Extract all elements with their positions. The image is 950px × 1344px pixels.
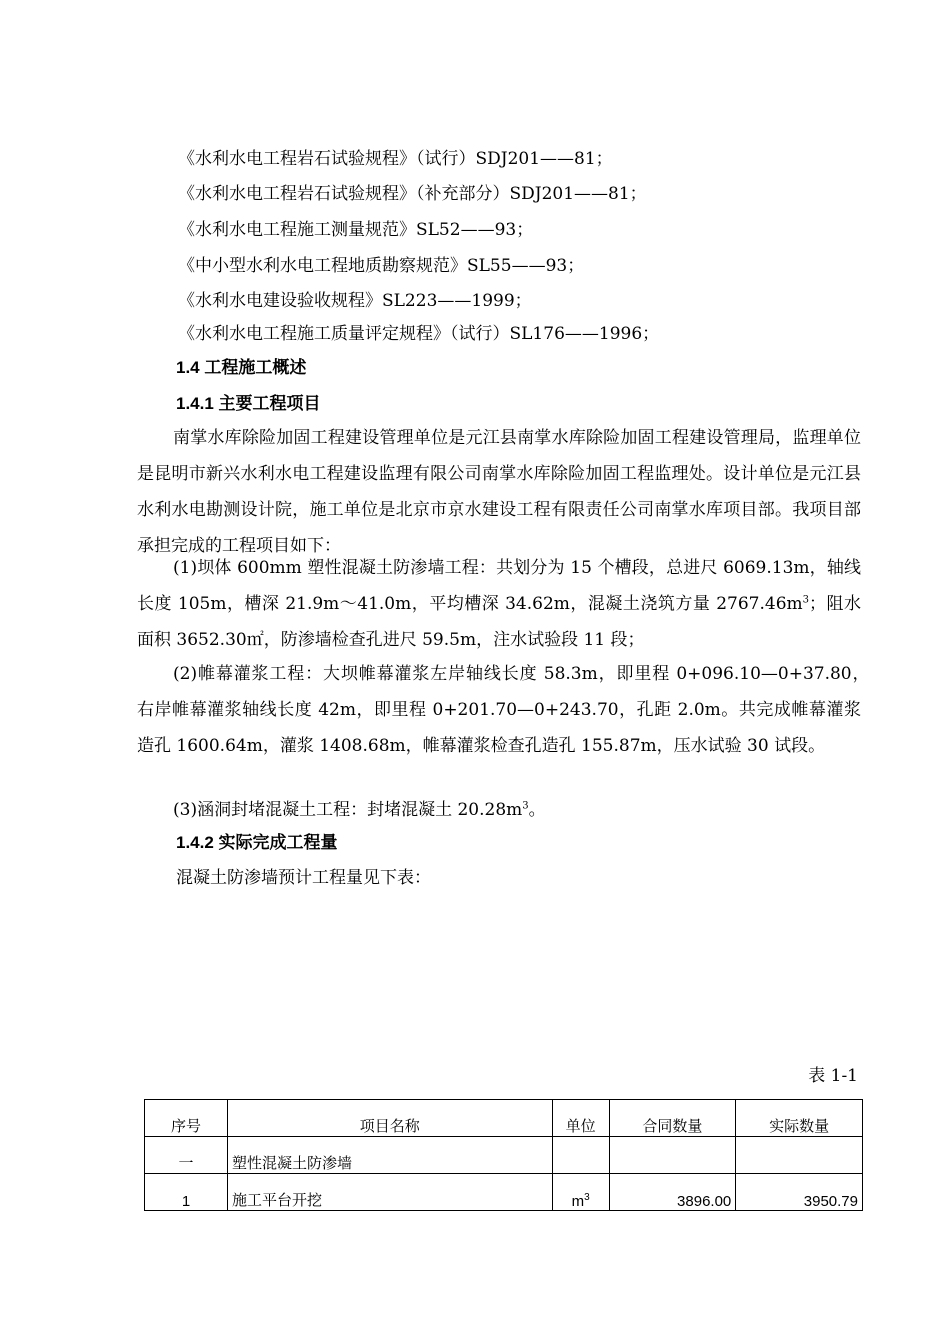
item-2-paragraph: (2)帷幕灌浆工程：大坝帷幕灌浆左岸轴线长度 58.3m，即里程 0+096.10—0+37.80， 右岸帷幕灌浆轴线长度 42m，即里程 0+201.70—0+243.70，孔距 2.0m。共完成帷幕灌浆造孔 1600.64m，灌浆 1408.68m，帷幕灌浆检查孔造孔 155.87m，压水试验 30 试段。	[137, 664, 895, 756]
cell-name: 施工平台开挖	[228, 1174, 553, 1211]
cell-no: 一	[145, 1137, 228, 1174]
header-no: 序号	[145, 1100, 228, 1137]
table-header-row	[145, 1100, 863, 1137]
item-3-superscript: 3	[522, 800, 529, 812]
reference-item: 《水利水电工程施工测量规范》SL52——93；	[178, 220, 534, 240]
reference-item: 《中小型水利水电工程地质勘察规范》SL55——93；	[178, 256, 585, 276]
cell-unit	[552, 1174, 609, 1211]
intro-paragraph: 南掌水库除险加固工程建设管理单位是元江县南掌水库除险加固工程建设管理局，监理单位是昆明市新兴水利水电工程建设监理有限公司南掌水库除险加固工程监理处。设计单位是元江县水利水电勘测设计院，施工单位是北京市京水建设工程有限责任公司南掌水库项目部。我项目部承担完成的工程项目如下：	[137, 428, 861, 556]
item-3-end: 。	[528, 800, 546, 820]
cell-actual-qty	[736, 1137, 863, 1174]
item-1-paragraph	[137, 550, 861, 658]
table-caption: 表 1-1	[808, 1066, 858, 1086]
table-row	[145, 1137, 863, 1174]
section-heading-1-4-2: 1.4.2 实际完成工程量	[176, 833, 338, 852]
unit-superscript: 3	[584, 1192, 590, 1203]
item-3-paragraph	[137, 792, 861, 828]
reference-item: 《水利水电建设验收规程》SL223——1999；	[178, 291, 532, 311]
header-unit: 单位	[552, 1100, 609, 1137]
unit-text: m	[571, 1193, 585, 1210]
header-name: 项目名称	[228, 1100, 553, 1137]
cell-contract-qty: 3896.00	[609, 1174, 736, 1211]
reference-item: 《水利水电工程施工质量评定规程》（试行）SL176——1996；	[178, 324, 660, 344]
cell-no: 1	[145, 1174, 228, 1211]
item-1-text: (1)坝体 600mm 塑性混凝土防渗墙工程：共划分为 15 个槽段，总进尺 6069.13m，轴线长度 105m，槽深 21.9m～41.0m，平均槽深 34.62m，混凝土浇筑方量 2767.46m	[137, 558, 861, 614]
item-1-text-middle: ；阻水面积 3652.30㎡	[137, 594, 862, 650]
section-heading-1-4-1: 1.4.1 主要工程项目	[176, 394, 321, 413]
reference-item: 《水利水电工程岩石试验规程》（补充部分）SDJ201——81；	[178, 184, 647, 204]
cell-actual-qty: 3950.79	[736, 1174, 863, 1211]
section-heading-1-4: 1.4 工程施工概述	[176, 358, 307, 377]
table-intro: 混凝土防渗墙预计工程量见下表：	[176, 868, 431, 888]
cell-name: 塑性混凝土防渗墙	[228, 1137, 553, 1174]
cell-unit	[552, 1137, 609, 1174]
header-contract-qty: 合同数量	[609, 1100, 736, 1137]
header-actual-qty: 实际数量	[736, 1100, 863, 1137]
item-1-text-after: ，防渗墙检查孔进尺 59.5m，注水试验段 11 段；	[263, 630, 645, 650]
reference-item: 《水利水电工程岩石试验规程》（试行）SDJ201——81；	[178, 149, 613, 169]
quantity-table	[144, 1099, 863, 1211]
cell-contract-qty	[609, 1137, 736, 1174]
item-1-superscript: 3	[802, 594, 810, 606]
item-3-text: (3)涵洞封堵混凝土工程：封堵混凝土 20.28m	[173, 800, 523, 820]
table-row	[145, 1174, 863, 1211]
